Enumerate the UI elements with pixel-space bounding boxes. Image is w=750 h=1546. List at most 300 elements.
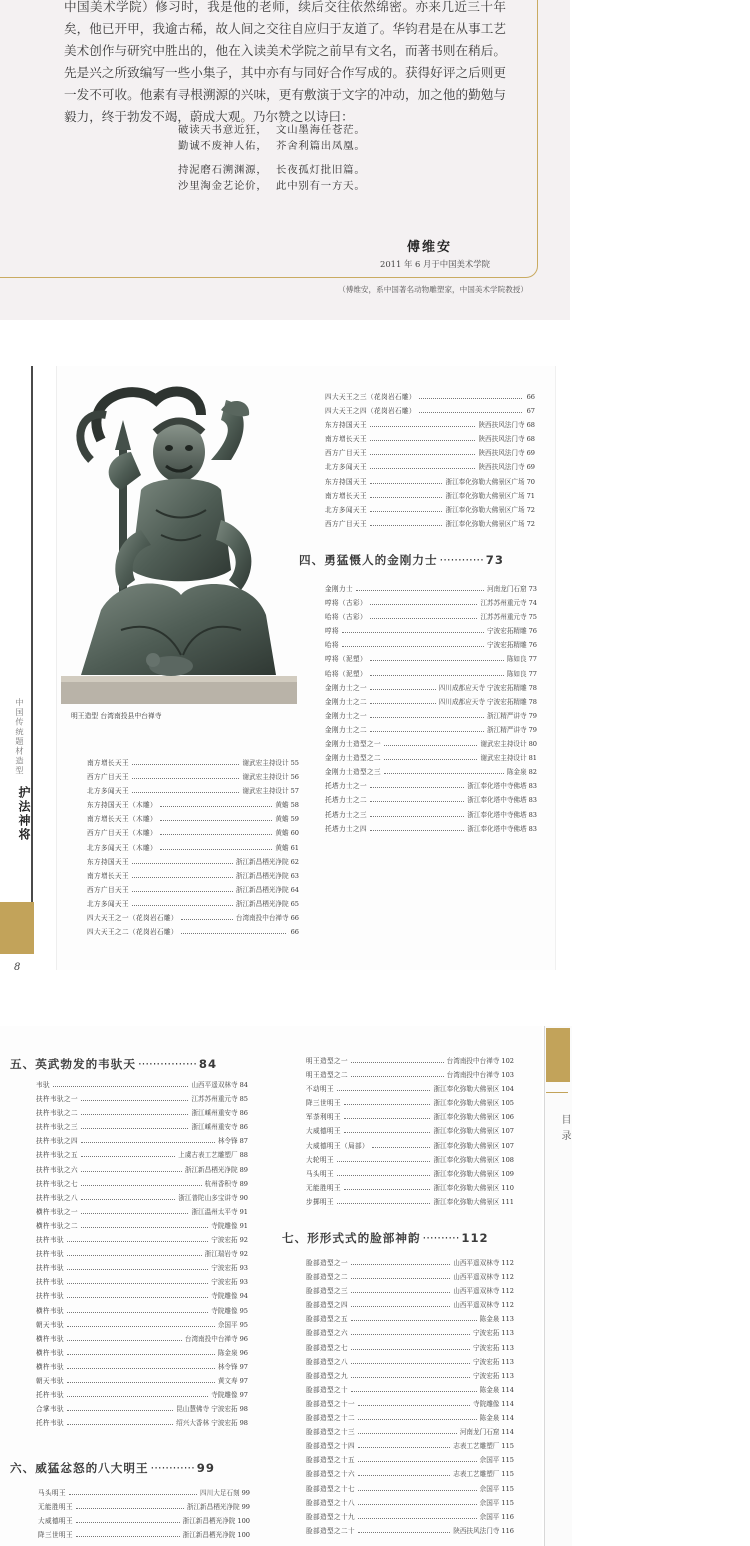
entry-page: 70 xyxy=(526,477,535,486)
toc-entry[interactable] xyxy=(325,404,535,418)
leader-dots xyxy=(81,1148,175,1157)
toc-entry[interactable] xyxy=(306,1181,514,1195)
preface-paragraph: 中国美术学院）修习时，我是他的老师，续后交往依然绵密。亦来几近三十年矣，他已开甲，我逾古稀，故人间之交往自应归于友道了。华钧君是在从事工艺美术创作与研究中胜出的，他在入读美术学院之前早有文名，而著书则在稍后。先是兴之所致编写一些小集子，其中亦有与同好合作写成的。获得好评之后则更一发不可收。他素有寻根溯源的兴味，更有敷演于文字的冲动，加之他的勤勉与毅力，终于勃发不竭，蔚成大观。乃尔赞之以诗曰： xyxy=(64,0,506,124)
toc-entry[interactable] xyxy=(306,1482,514,1496)
toc-entry[interactable] xyxy=(87,756,299,770)
entry-title: 脸部造型之八 xyxy=(306,1357,348,1366)
poem-line: 沙里淘金艺论价， 此中别有一方天。 xyxy=(178,180,366,192)
entry-title: 明王造型之一 xyxy=(306,1057,348,1065)
toc-entry[interactable] xyxy=(325,624,537,638)
entry-source: 黄蟾 xyxy=(275,801,289,810)
entry-page: 83 xyxy=(528,810,537,819)
toc-entry[interactable] xyxy=(36,1346,248,1360)
leader-dots xyxy=(351,1068,444,1077)
toc-entry[interactable] xyxy=(306,1312,514,1326)
toc-entry[interactable] xyxy=(306,1425,514,1439)
entry-page: 83 xyxy=(528,782,537,791)
entry-page: 63 xyxy=(290,871,299,880)
toc-entry[interactable] xyxy=(325,667,537,681)
leader-dots xyxy=(342,624,484,633)
entry-source: 陕西扶风法门寺 xyxy=(453,1526,500,1535)
leader-dots xyxy=(81,1219,208,1228)
poem-line: 破读天书意近狂， 文山墨海任苍茫。 xyxy=(178,124,366,136)
entry-page: 83 xyxy=(528,824,537,833)
toc-entry[interactable] xyxy=(36,1261,248,1275)
toc-entry[interactable] xyxy=(325,723,537,737)
toc-entry[interactable] xyxy=(36,1078,248,1092)
leader-dots xyxy=(81,1191,175,1200)
entry-page: 112 xyxy=(501,1273,514,1282)
entry-title: 脸部造型之十 xyxy=(306,1385,348,1394)
toc-entry[interactable] xyxy=(325,765,537,779)
toc-list-section-5 xyxy=(36,1078,248,1430)
guardian-statue-photo xyxy=(61,380,301,710)
toc-entry[interactable] xyxy=(306,1355,514,1369)
toc-entry[interactable] xyxy=(325,489,535,503)
toc-entry[interactable] xyxy=(306,1439,514,1453)
toc-entry[interactable] xyxy=(87,925,299,939)
toc-entry[interactable] xyxy=(36,1134,248,1148)
entry-title: 大威德明王（局部） xyxy=(306,1141,369,1150)
toc-entry[interactable] xyxy=(306,1167,514,1181)
leader-dots xyxy=(351,1298,450,1307)
leader-dots xyxy=(181,925,286,934)
entry-title: 马头明王 xyxy=(38,1489,66,1497)
section-title: 五、英武勃发的韦驮天 xyxy=(10,1057,136,1071)
leader-dots xyxy=(358,1496,477,1505)
entry-title: 脸部造型之二十 xyxy=(306,1526,355,1535)
toc-entry[interactable] xyxy=(306,1383,514,1397)
entry-source: 浙江精严讲寺 xyxy=(487,711,527,720)
leader-dots xyxy=(337,1153,430,1162)
toc-entry[interactable] xyxy=(36,1416,248,1430)
entry-page: 57 xyxy=(290,787,299,796)
leader-dots xyxy=(344,1124,431,1133)
toc-entry[interactable] xyxy=(87,770,299,784)
toc-entry[interactable] xyxy=(306,1467,514,1481)
leader-dots xyxy=(81,1177,202,1186)
toc-entry[interactable] xyxy=(306,1270,514,1284)
toc-entry[interactable] xyxy=(36,1148,248,1162)
gold-tab xyxy=(0,902,34,954)
entry-page: 100 xyxy=(237,1517,250,1526)
entry-source: 浙江奉化弥勒大佛景区 xyxy=(433,1155,500,1164)
leader-dots: ················ xyxy=(137,1057,197,1071)
entry-page: 78 xyxy=(528,697,537,706)
entry-title: 四大天王之二（花岗岩石雕） xyxy=(87,928,178,937)
leader-dots xyxy=(81,1163,182,1172)
entry-title: 西方广目天王 xyxy=(87,773,129,782)
entry-source: 河南龙门石窟 xyxy=(487,585,527,593)
toc-list-right-top xyxy=(306,1054,514,1209)
entry-source: 山西平遥双林寺 xyxy=(453,1273,500,1282)
toc-entry[interactable] xyxy=(87,883,299,897)
leader-dots xyxy=(351,1341,470,1350)
entry-title: 扶杵韦驮 xyxy=(36,1236,64,1245)
entry-title: 扶杵韦驮之六 xyxy=(36,1165,78,1174)
entry-title: 大轮明王 xyxy=(306,1155,334,1164)
entry-page: 62 xyxy=(290,857,299,866)
toc-entry[interactable] xyxy=(38,1528,250,1542)
toc-entry[interactable] xyxy=(36,1374,248,1388)
entry-source: 寺院雕像 xyxy=(211,1306,238,1315)
entry-source: 志表工艺雕塑厂 xyxy=(453,1442,500,1451)
entry-source: 宁波宏拓 xyxy=(473,1343,500,1352)
preface-page xyxy=(0,0,570,320)
toc-entry[interactable] xyxy=(325,596,537,610)
entry-title: 脸部造型之九 xyxy=(306,1371,348,1380)
entry-page: 67 xyxy=(526,407,535,416)
toc-entry[interactable] xyxy=(306,1496,514,1510)
section-page: 99 xyxy=(196,1461,215,1475)
toc-entry[interactable] xyxy=(325,681,537,695)
toc-entry[interactable] xyxy=(306,1341,514,1355)
toc-list-section-6 xyxy=(38,1486,250,1542)
entry-source: 浙江奉化塔中寺佛塔 xyxy=(467,810,527,819)
entry-title: 扶杵韦驮之一 xyxy=(36,1095,78,1104)
toc-entry[interactable] xyxy=(325,460,535,474)
entry-title: 降三世明王 xyxy=(38,1531,73,1540)
leader-dots xyxy=(53,1078,188,1087)
entry-source: 寺院雕像 xyxy=(211,1292,238,1301)
entry-source: 四川成都应天寺 宁波宏拓精雕 xyxy=(438,697,527,706)
entry-page: 69 xyxy=(526,463,535,472)
entry-page: 98 xyxy=(239,1405,248,1414)
toc-entry[interactable] xyxy=(306,1524,514,1538)
entry-title: 四大天王之四（花岗岩石雕） xyxy=(325,407,416,416)
leader-dots xyxy=(67,1402,173,1411)
poem-line: 持泥磨石溯渊源， 长夜孤灯批旧篇。 xyxy=(178,164,366,176)
toc-entry[interactable] xyxy=(87,812,299,826)
toc-entry[interactable] xyxy=(306,1369,514,1383)
toc-entry[interactable] xyxy=(306,1195,514,1209)
entry-page: 97 xyxy=(239,1391,248,1400)
toc-entry[interactable] xyxy=(306,1298,514,1312)
entry-title: 脸部造型之十六 xyxy=(306,1470,355,1479)
entry-page: 79 xyxy=(528,725,537,734)
toc-entry[interactable] xyxy=(325,418,535,432)
toc-entry[interactable] xyxy=(325,709,537,723)
entry-source: 宁波宏拓 xyxy=(211,1278,238,1287)
entry-title: 哼将（泥塑） xyxy=(325,655,367,664)
toc-entry[interactable] xyxy=(306,1453,514,1467)
toc-entry[interactable] xyxy=(36,1247,248,1261)
entry-page: 76 xyxy=(528,627,537,636)
toc-entry[interactable] xyxy=(306,1510,514,1524)
section-page: 84 xyxy=(198,1057,218,1071)
side-title-book: 护法神将 xyxy=(17,786,31,842)
toc-entry[interactable] xyxy=(325,695,537,709)
entry-page: 88 xyxy=(239,1151,248,1160)
leader-dots xyxy=(351,1284,450,1293)
leader-dots xyxy=(132,784,239,793)
leader-dots xyxy=(67,1416,173,1425)
toc-entry[interactable] xyxy=(325,822,537,836)
entry-source: 山西平遥双林寺 xyxy=(453,1259,500,1267)
entry-title: 脸部造型之十一 xyxy=(306,1399,355,1408)
entry-source: 浙江奉化弥勒大佛景区 xyxy=(433,1197,500,1206)
entry-source: 陈金泉 xyxy=(506,768,527,777)
leader-dots xyxy=(351,1369,470,1378)
photo-caption: 明王造型 台湾南投县中台禅寺 xyxy=(71,712,162,720)
entry-source: 浙江瑞岩寺 xyxy=(204,1250,238,1259)
entry-source: 浙江奉化弥勒大佛景区 xyxy=(433,1127,500,1136)
entry-source: 杭州香积寺 xyxy=(204,1179,238,1188)
toc-entry[interactable] xyxy=(36,1205,248,1219)
leader-dots xyxy=(370,667,504,676)
toc-entry[interactable] xyxy=(36,1177,248,1191)
section-7-heading xyxy=(282,1230,489,1246)
entry-title: 金刚力士造型之一 xyxy=(325,740,381,749)
leader-dots xyxy=(160,841,272,850)
toc-entry[interactable] xyxy=(306,1082,514,1096)
entry-page: 112 xyxy=(501,1287,514,1296)
entry-source: 宁波宏拓 xyxy=(473,1357,500,1366)
toc-entry[interactable] xyxy=(36,1106,248,1120)
entry-title: 大威德明王 xyxy=(38,1517,73,1526)
entry-source: 林令锋 xyxy=(217,1362,238,1371)
entry-title: 北方多闻天王 xyxy=(325,463,367,472)
toc-entry[interactable] xyxy=(306,1326,514,1340)
entry-title: 脸部造型之十四 xyxy=(306,1442,355,1451)
leader-dots xyxy=(356,582,484,591)
toc-entry[interactable] xyxy=(325,475,535,489)
leader-dots xyxy=(81,1092,188,1101)
page-edge-strip xyxy=(544,1026,572,1546)
entry-page: 79 xyxy=(528,711,537,720)
toc-entry[interactable] xyxy=(325,503,535,517)
toc-entry[interactable] xyxy=(306,1256,514,1270)
toc-list-left xyxy=(87,756,299,939)
leader-dots xyxy=(81,1106,188,1115)
toc-entry[interactable] xyxy=(325,446,535,460)
entry-source: 浙江奉化弥勒大佛景区 xyxy=(433,1113,500,1122)
entry-title: 脸部造型之十五 xyxy=(306,1456,355,1465)
toc-entry[interactable] xyxy=(36,1275,248,1289)
entry-source: 浙江奉化弥勒大佛景区 xyxy=(433,1085,500,1094)
entry-title: 马头明王 xyxy=(306,1169,334,1178)
toc-entry[interactable] xyxy=(38,1500,250,1514)
entry-page: 110 xyxy=(501,1183,514,1192)
entry-title: 西方广目天王 xyxy=(325,449,367,458)
entry-title: 托杵韦驮 xyxy=(36,1419,64,1428)
toc-entry[interactable] xyxy=(87,897,299,911)
toc-entry[interactable] xyxy=(36,1092,248,1106)
entry-title: 扶杵韦驮 xyxy=(36,1292,64,1301)
entry-title: 朝天韦驮 xyxy=(36,1376,64,1385)
entry-page: 66 xyxy=(526,393,535,401)
entry-source: 佘国平 xyxy=(479,1498,500,1507)
entry-title: 扶杵韦驮之七 xyxy=(36,1179,78,1188)
toc-entry[interactable] xyxy=(36,1318,248,1332)
toc-entry[interactable] xyxy=(325,610,537,624)
toc-entry[interactable] xyxy=(87,826,299,840)
entry-page: 59 xyxy=(290,815,299,824)
entry-source: 宁波宏拓精雕 xyxy=(487,627,527,636)
entry-page: 115 xyxy=(501,1470,514,1479)
entry-source: 宁波宏拓 xyxy=(473,1371,500,1380)
entry-source: 浙江奉化弥勒大佛景区广场 xyxy=(445,519,525,528)
entry-page: 89 xyxy=(239,1179,248,1188)
entry-source: 浙江新昌栖光净院 xyxy=(235,885,289,894)
entry-source: 宁波宏拓精雕 xyxy=(487,641,527,650)
toc-entry[interactable] xyxy=(36,1219,248,1233)
leader-dots xyxy=(81,1205,188,1214)
entry-page: 58 xyxy=(290,801,299,810)
entry-title: 扶杵韦驮之八 xyxy=(36,1193,78,1202)
toc-entry[interactable] xyxy=(36,1120,248,1134)
entry-page: 114 xyxy=(501,1385,514,1394)
toc-entry[interactable] xyxy=(306,1139,514,1153)
entry-title: 朝天韦驮 xyxy=(36,1320,64,1329)
toc-entry[interactable] xyxy=(306,1153,514,1167)
entry-source: 江苏苏州重元寺 xyxy=(480,613,527,622)
entry-page: 84 xyxy=(239,1081,248,1089)
toc-entry[interactable] xyxy=(325,390,535,404)
entry-page: 115 xyxy=(501,1442,514,1451)
entry-title: 托塔力士之二 xyxy=(325,796,367,805)
entry-title: 脸部造型之十二 xyxy=(306,1414,355,1423)
entry-source: 宁波宏拓 xyxy=(473,1329,500,1338)
leader-dots: ·········· xyxy=(422,1231,460,1245)
toc-entry[interactable] xyxy=(36,1360,248,1374)
section-5-heading xyxy=(10,1056,217,1072)
entry-title: 托塔力士之四 xyxy=(325,824,367,833)
toc-entry[interactable] xyxy=(87,841,299,855)
entry-source: 河南龙门石窟 xyxy=(459,1428,500,1437)
toc-entry[interactable] xyxy=(325,779,537,793)
entry-title: 扶杵韦驮之三 xyxy=(36,1123,78,1132)
entry-page: 114 xyxy=(501,1414,514,1423)
toc-entry[interactable] xyxy=(87,798,299,812)
entry-title: 东方持国天王 xyxy=(325,421,367,430)
toc-entry[interactable] xyxy=(36,1233,248,1247)
entry-title: 步掷明王 xyxy=(306,1197,334,1206)
toc-page-9 xyxy=(0,1026,750,1546)
leader-dots xyxy=(160,812,272,821)
toc-entry[interactable] xyxy=(306,1397,514,1411)
entry-title: 哼将 xyxy=(325,627,339,636)
entry-title: 托塔力士之一 xyxy=(325,782,367,791)
toc-entry[interactable] xyxy=(36,1163,248,1177)
toc-entry[interactable] xyxy=(36,1289,248,1303)
entry-source: 佘国平 xyxy=(479,1456,500,1465)
leader-dots xyxy=(351,1326,470,1335)
leader-dots xyxy=(344,1181,431,1190)
leader-dots xyxy=(132,770,239,779)
entry-page: 61 xyxy=(290,843,299,852)
leader-dots xyxy=(67,1374,215,1383)
entry-source: 寺院雕像 xyxy=(211,1391,238,1400)
toc-entry[interactable] xyxy=(87,869,299,883)
entry-page: 81 xyxy=(528,754,537,763)
toc-entry[interactable] xyxy=(306,1411,514,1425)
entry-title: 哈将（古彩） xyxy=(325,613,367,622)
entry-title: 北方多闻天王（木雕） xyxy=(87,843,157,852)
toc-entry[interactable] xyxy=(325,638,537,652)
leader-dots xyxy=(67,1233,208,1242)
leader-dots xyxy=(132,897,233,906)
entry-source: 宁波宏拓 xyxy=(211,1236,238,1245)
toc-entry[interactable] xyxy=(87,784,299,798)
toc-entry[interactable] xyxy=(325,737,537,751)
leader-dots xyxy=(419,404,522,413)
entry-source: 志表工艺雕塑厂 xyxy=(453,1470,500,1479)
toc-entry[interactable] xyxy=(36,1402,248,1416)
toc-entry[interactable] xyxy=(306,1284,514,1298)
toc-entry[interactable] xyxy=(325,751,537,765)
entry-title: 脸部造型之一 xyxy=(306,1259,348,1267)
poem-stanza-2 xyxy=(178,162,438,194)
entry-page: 91 xyxy=(239,1221,248,1230)
toc-entry[interactable] xyxy=(325,517,535,531)
entry-page: 115 xyxy=(501,1456,514,1465)
side-title-series: 中国传统题材造型 xyxy=(15,698,25,776)
toc-entry[interactable] xyxy=(325,793,537,807)
toc-entry[interactable] xyxy=(87,855,299,869)
toc-entry[interactable] xyxy=(38,1486,250,1500)
entry-page: 71 xyxy=(526,491,535,500)
toc-entry[interactable] xyxy=(325,808,537,822)
entry-title: 金刚力士造型之三 xyxy=(325,768,381,777)
toc-entry[interactable] xyxy=(36,1332,248,1346)
toc-entry[interactable] xyxy=(306,1124,514,1138)
toc-list-section-7 xyxy=(306,1256,514,1538)
leader-dots xyxy=(132,756,239,765)
toc-entry[interactable] xyxy=(325,582,537,596)
entry-page: 95 xyxy=(239,1320,248,1329)
toc-entry[interactable] xyxy=(36,1191,248,1205)
entry-page: 95 xyxy=(239,1306,248,1315)
toc-entry[interactable] xyxy=(36,1388,248,1402)
toc-entry[interactable] xyxy=(36,1304,248,1318)
leader-dots xyxy=(67,1247,202,1256)
entry-page: 100 xyxy=(237,1531,250,1540)
entry-source: 陈金泉 xyxy=(479,1385,500,1394)
entry-page: 55 xyxy=(290,759,299,767)
toc-entry[interactable] xyxy=(325,652,537,666)
entry-page: 82 xyxy=(528,768,537,777)
entry-page: 72 xyxy=(526,505,535,514)
entry-source: 浙江温州太平寺 xyxy=(191,1207,238,1216)
toc-entry[interactable] xyxy=(306,1054,514,1068)
entry-source: 寺院雕像 xyxy=(473,1399,500,1408)
toc-entry[interactable] xyxy=(325,432,535,446)
toc-entry[interactable] xyxy=(306,1068,514,1082)
entry-source: 山西平遥双林寺 xyxy=(453,1301,500,1310)
toc-entry[interactable] xyxy=(87,911,299,925)
entry-source: 浙江新昌栖光净院 xyxy=(182,1517,236,1526)
leader-dots xyxy=(351,1270,450,1279)
poem-line: 勤诚不废神人佑， 芥舍利篇出凤凰。 xyxy=(178,140,366,152)
entry-page: 109 xyxy=(501,1169,514,1178)
leader-dots xyxy=(358,1482,477,1491)
entry-title: 横杵韦驮 xyxy=(36,1306,64,1315)
entry-source: 陈金泉 xyxy=(217,1348,238,1357)
entry-page: 68 xyxy=(526,435,535,444)
leader-dots xyxy=(67,1346,215,1355)
leader-dots xyxy=(370,793,464,802)
entry-page: 65 xyxy=(290,899,299,908)
entry-source: 寺院雕像 xyxy=(211,1221,238,1230)
entry-title: 南方增长天王（木雕） xyxy=(87,815,157,824)
leader-dots xyxy=(76,1528,180,1537)
entry-source: 浙江奉化弥勒大佛景区 xyxy=(433,1141,500,1150)
toc-entry[interactable] xyxy=(306,1096,514,1110)
leader-dots xyxy=(76,1500,184,1509)
toc-entry[interactable] xyxy=(38,1514,250,1528)
toc-entry[interactable] xyxy=(306,1110,514,1124)
